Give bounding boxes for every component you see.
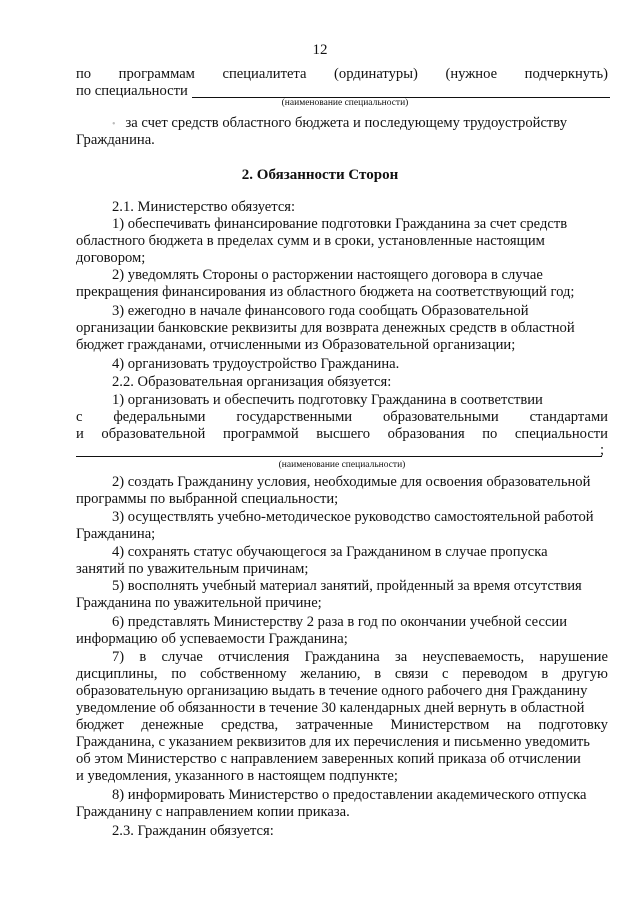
word: образовательными [382, 409, 499, 425]
word: бюджет [76, 717, 124, 733]
word: Министерством [390, 717, 490, 733]
word: другую [561, 666, 608, 682]
s22-p8-l1: 8) информировать Министерство о предоставлении академического отпуска [112, 787, 587, 803]
s22-p6-l2: информацию об успеваемости Гражданина; [76, 631, 348, 647]
word: подчеркнуть) [524, 66, 608, 82]
specialty-hint: (наименование специальности) [281, 98, 409, 108]
bullet-mark-icon: • [112, 119, 116, 130]
word: специальности [514, 426, 608, 442]
specialty-fill-line-2 [76, 456, 602, 457]
s22-p7-l4: уведомление об обязанности в течение 30 календарных дней вернуть в областной [76, 700, 585, 716]
s22-p2-l1: 2) создать Гражданину условия, необходимые для освоения образовательной [112, 474, 591, 490]
word: денежные [141, 717, 204, 733]
word: федеральными [113, 409, 206, 425]
word: образования [387, 426, 465, 442]
budget-cont: Гражданина. [76, 132, 155, 148]
s22-p7-l7: об этом Министерство с направлением заверенных копий приказа об отчислении [76, 751, 581, 767]
word: государственными [236, 409, 353, 425]
word: (ординатуры) [334, 66, 418, 82]
budget-text: за счет средств областного бюджета и последующему трудоустройству [125, 115, 567, 131]
page-number: 12 [312, 42, 328, 58]
word: высшего [316, 426, 371, 442]
word: Гражданина [304, 649, 380, 665]
s22-p3-l2: Гражданина; [76, 526, 156, 542]
s22-p6-l1: 6) представлять Министерству 2 раза в год по окончании учебной сессии [112, 614, 568, 630]
word: связи [394, 666, 429, 682]
s22-p7-l3: образовательную организацию выдать в течение одного рабочего дня Гражданину [76, 683, 588, 699]
word: 7) [112, 649, 125, 665]
s21-head: 2.1. Министерство обязуется: [112, 199, 296, 215]
word: в [374, 666, 382, 682]
s22-p3-l1: 3) осуществлять учебно-методическое руководство самостоятельной работой [112, 509, 594, 525]
word: с [76, 409, 83, 425]
section-title: 2. Обязанности Сторон [241, 167, 399, 183]
word: средства, [221, 717, 279, 733]
s22-p2-l2: программы по выбранной специальности; [76, 491, 339, 507]
word: (нужное [445, 66, 498, 82]
s21-p1-l2: областного бюджета в пределах сумм и в сроки, установленные настоящим [76, 233, 545, 249]
word: стандартами [529, 409, 608, 425]
budget-line [112, 115, 608, 133]
s22-p7-l1 [112, 649, 608, 666]
specialty-label: по специальности [76, 83, 188, 99]
word: по [171, 666, 187, 682]
s21-p1-l3: договором; [76, 250, 146, 266]
word: специалитета [222, 66, 307, 82]
word: в [541, 666, 549, 682]
word: программам [118, 66, 195, 82]
s21-p3-l1: 3) ежегодно в начале финансового года сообщать Образовательной [112, 303, 529, 319]
s22-p7-l2 [76, 666, 608, 683]
word: подготовку [538, 717, 608, 733]
word: образовательной [101, 426, 206, 442]
word: по [482, 426, 498, 442]
word: желанию, [300, 666, 361, 682]
word: на [506, 717, 522, 733]
word: переводом [462, 666, 528, 682]
s21-p1-l1: 1) обеспечивать финансирование подготовки Гражданина за счет средств [112, 216, 568, 232]
s22-p1-l3 [76, 426, 608, 443]
s22-head: 2.2. Образовательная организация обязуется: [112, 374, 392, 390]
s21-p4: 4) организовать трудоустройство Гражданина. [112, 356, 400, 372]
word: за [395, 649, 408, 665]
semicolon: ; [600, 442, 605, 458]
s21-p2-l1: 2) уведомлять Стороны о расторжении настоящего договора в случае [112, 267, 543, 283]
specialty-hint-2: (наименование специальности) [278, 460, 406, 470]
word: и [76, 426, 84, 442]
s22-p7-l6: Гражданина, с указанием реквизитов для их перечисления и письменно уведомить [76, 734, 590, 750]
s21-p3-l2: организации банковские реквизиты для возврата денежных средств в областной [76, 320, 575, 336]
word: затраченные [295, 717, 373, 733]
s22-p4-l2: занятий по уважительным причинам; [76, 561, 309, 577]
s21-p2-l2: прекращения финансирования из областного бюджета на соответствующий год; [76, 284, 575, 300]
word: нарушение [539, 649, 608, 665]
s22-p1-l2 [76, 409, 608, 426]
s22-p7-l8: и уведомления, указанного в настоящем подпункте; [76, 768, 398, 784]
s22-p5-l1: 5) восполнять учебный материал занятий, пройденный за время отсутствия [112, 578, 582, 594]
word: собственному [200, 666, 287, 682]
s22-p4-l1: 4) сохранять статус обучающегося за Гражданином в случае пропуска [112, 544, 548, 560]
word: дисциплины, [76, 666, 158, 682]
s21-p3-l3: бюджет гражданами, отчисленными из Образовательной организации; [76, 337, 516, 353]
word: в [139, 649, 147, 665]
word: программой [222, 426, 299, 442]
s23-head: 2.3. Гражданин обязуется: [112, 823, 274, 839]
word: неуспеваемость, [422, 649, 525, 665]
s22-p8-l2: Гражданину с направлением копии приказа. [76, 804, 350, 820]
s22-p1-l1: 1) организовать и обеспечить подготовку Гражданина в соответствии [112, 392, 543, 408]
s22-p7-l5 [76, 717, 608, 734]
word: с [442, 666, 449, 682]
word: случае [161, 649, 203, 665]
programs-line [76, 66, 608, 83]
word: по [76, 66, 92, 82]
s22-p5-l2: Гражданина по уважительной причине; [76, 595, 322, 611]
word: отчисления [218, 649, 290, 665]
